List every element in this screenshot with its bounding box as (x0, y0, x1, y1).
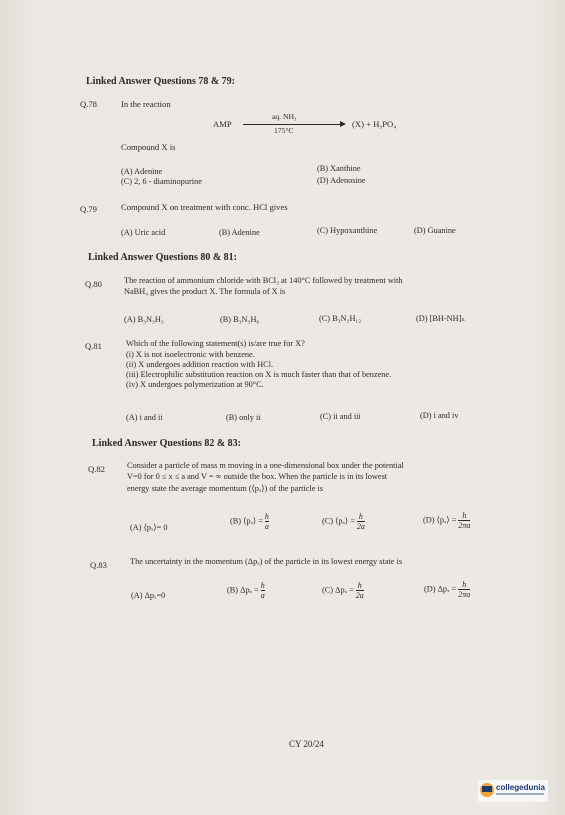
q79-option-d: (D) Guanine (414, 226, 456, 235)
q79-text: Compound X on treatment with conc. HCl gives (121, 202, 288, 212)
q78-product: (X) + H₃PO₄ (352, 119, 397, 129)
collegedunia-logo (478, 780, 548, 802)
fraction-numerator: h (462, 511, 467, 520)
fraction (265, 512, 269, 531)
q81-statement-ii: (ii) X undergoes addition reaction with HCl. (126, 360, 274, 369)
q83-option-a: (A) Δpₓ=0 (131, 591, 166, 600)
q81-number: Q.81 (85, 341, 102, 351)
q82-option-b (230, 512, 269, 531)
q78-option-d: (D) Adenosine (317, 176, 366, 185)
q78-option-b: (B) Xanthine (317, 164, 361, 173)
q78-text: In the reaction (121, 99, 171, 109)
q83-text: The uncertainty in the momentum (Δpₓ) of the particle in its lowest energy state is (130, 557, 403, 566)
q82-line1: Consider a particle of mass m moving in a one-dimensional box under the potential (127, 461, 404, 470)
q80-option-c: (C) B₃N₃H₁₂ (319, 314, 362, 323)
q81-line1: Which of the following statement(s) is/are true for X? (126, 339, 305, 348)
q80-line1: The reaction of ammonium chloride with BCl₃ at 140°C followed by treatment with (124, 276, 403, 285)
fraction (458, 511, 470, 530)
q81-statement-iv: (iv) X undergoes polymerization at 90°C. (126, 380, 264, 389)
graduation-cap-icon (482, 786, 492, 792)
q79-number: Q.79 (80, 204, 97, 214)
logo-text: collegedunia (496, 783, 545, 792)
q82-line3: energy state the average momentum (⟨pₓ⟩) of the particle is (127, 484, 324, 493)
q78-number: Q.78 (80, 99, 97, 109)
q80-line2: NaBH₄ gives the product X. The formula of X is (124, 287, 286, 296)
q83-option-b-label: (B) Δpₓ = (227, 585, 259, 595)
q83-number: Q.83 (90, 560, 107, 570)
q83-option-d-label: (D) Δpₓ = (424, 584, 457, 594)
reaction-arrow-icon (340, 121, 346, 127)
section-heading-82-83: Linked Answer Questions 82 & 83: (92, 438, 242, 449)
q80-number: Q.80 (85, 279, 102, 289)
q82-option-d (423, 511, 470, 530)
q80-option-a: (A) B₃N₃H₃ (124, 315, 164, 324)
fraction-denominator: 2πa (458, 521, 471, 530)
q78-option-a: (A) Adenine (121, 167, 163, 176)
fraction-numerator: h (462, 580, 467, 589)
q79-option-c: (C) Hypoxanthine (317, 226, 378, 235)
fraction-denominator: 2a (356, 522, 365, 531)
q83-option-b (227, 581, 265, 600)
q82-option-b-label: (B) ⟨pₓ⟩ = (230, 516, 263, 526)
q78-option-c: (C) 2, 6 - diaminopurine (121, 177, 202, 186)
fraction-numerator: h (264, 512, 269, 521)
q81-option-c: (C) ii and iii (320, 412, 361, 421)
fraction-numerator: h (358, 512, 363, 521)
q82-option-d-label: (D) ⟨pₓ⟩ = (423, 515, 457, 525)
q82-option-a: (A) ⟨pₓ⟩= 0 (130, 523, 168, 532)
section-heading-80-81: Linked Answer Questions 80 & 81: (88, 252, 238, 263)
q82-option-c-label: (C) ⟨pₓ⟩ = (322, 516, 355, 526)
q81-option-b: (B) only ii (226, 413, 261, 422)
fraction-denominator: a (260, 591, 265, 600)
page-number: CY 20/24 (289, 739, 324, 749)
q83-option-d (424, 580, 470, 599)
q79-option-a: (A) Uric acid (121, 228, 166, 237)
fraction-denominator: a (264, 522, 269, 531)
q82-line2: V=0 for 0 ≤ x ≤ a and V = ∞ outside the box. When the particle is in its lowest (127, 472, 388, 481)
fraction (357, 512, 365, 531)
fraction (261, 581, 265, 600)
q81-statement-iii: (iii) Electrophilic substitution reaction on X is much faster than that of benzene. (126, 370, 392, 379)
q78-follow: Compound X is (121, 142, 176, 152)
logo-tagline-bar (496, 793, 544, 795)
section-heading-78-79: Linked Answer Questions 78 & 79: (86, 76, 236, 87)
fraction-numerator: h (357, 581, 362, 590)
reaction-arrow-line (243, 124, 341, 125)
q78-reagent-bottom: 175°C (274, 126, 294, 135)
q80-option-b: (B) B₃N₃H₆ (220, 315, 260, 324)
q83-option-c-label: (C) Δpₓ = (322, 585, 354, 595)
q81-statement-i: (i) X is not isoelectronic with benzene. (126, 350, 255, 359)
q82-number: Q.82 (88, 464, 105, 474)
fraction-denominator: 2a (355, 591, 364, 600)
q80-option-d: (D) [BH-NH]ₙ (416, 314, 465, 323)
q82-option-c (322, 512, 365, 531)
q79-option-b: (B) Adenine (219, 228, 260, 237)
q81-option-d: (D) i and iv (420, 411, 459, 420)
fraction (356, 581, 364, 600)
fraction-numerator: h (260, 581, 265, 590)
q81-option-a: (A) i and ii (126, 413, 163, 422)
fraction (458, 580, 470, 599)
q83-option-c (322, 581, 364, 600)
q78-reactant: AMP (213, 119, 232, 129)
fraction-denominator: 2πa (458, 590, 471, 599)
q78-reagent-top: aq. NH₃ (272, 112, 297, 121)
